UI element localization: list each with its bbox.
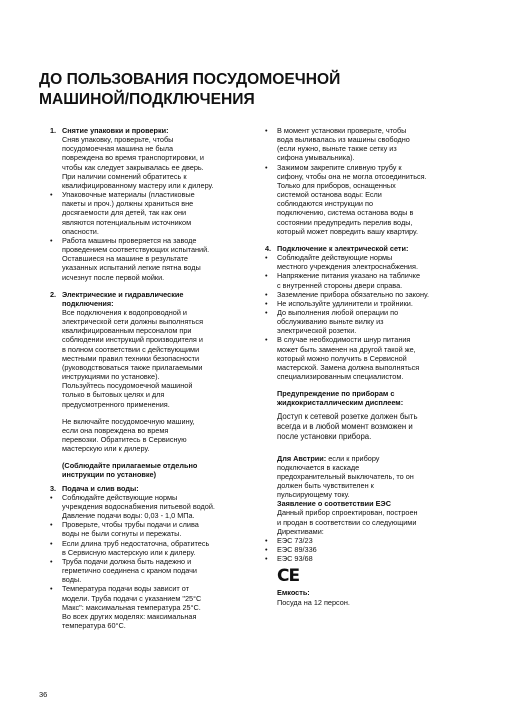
- heading-line: Электрические и гидравлические: [62, 289, 184, 299]
- bullet-icon: •: [50, 520, 53, 530]
- bullet-text: [277, 554, 313, 563]
- text-line: пульсирующему току.: [277, 490, 350, 500]
- text-line: При наличии сомнений обратитесь к: [62, 171, 187, 181]
- bullet-icon: •: [50, 190, 53, 200]
- section-heading-text: Снятие упаковки и проверки:: [62, 126, 169, 135]
- text-line: Соблюдайте действующие нормы: [277, 253, 393, 263]
- section-2-body: [50, 308, 250, 409]
- text-line: инструкциями по установке).: [62, 372, 160, 382]
- bullet-text: [277, 536, 313, 545]
- austria-note: [265, 454, 475, 500]
- text-line: должен быть чувствителен к: [277, 481, 374, 490]
- section-number: 1.: [50, 126, 57, 135]
- spacer: [265, 236, 475, 244]
- text-line: Труба подачи должна быть надежно и: [62, 556, 192, 566]
- bullet-text: [277, 308, 398, 335]
- text-line: Оставшиеся на машине в результате: [62, 254, 188, 264]
- bullet-icon: •: [50, 538, 53, 548]
- text-line: Зажимом закрепите сливную трубу к: [277, 162, 402, 172]
- ce-mark-logo: CE: [277, 566, 300, 587]
- bullet-text: [62, 557, 197, 584]
- austria-first: если к прибору: [326, 453, 380, 463]
- text-line: Соблюдайте действующие нормы: [62, 492, 178, 502]
- text-line: квалифицированным персоналом при: [62, 326, 192, 336]
- text-line: сифону, чтобы она не могла отсоединиться.: [277, 171, 427, 181]
- text-line: вода выливалась из машины свободно: [277, 135, 410, 145]
- text-line: чтобы как следует закрывалась ее дверь.: [62, 162, 204, 172]
- drain-bullet-list: [265, 126, 475, 236]
- text-line: температура 60°С.: [62, 620, 126, 630]
- text-line: Во всех других моделях: максимальная: [62, 611, 197, 621]
- bullet-icon: •: [265, 271, 268, 281]
- section-3-bullet: [50, 520, 250, 538]
- text-line: Не используйте удлинители и тройники.: [277, 298, 413, 308]
- text-line: после установки прибора.: [277, 431, 372, 441]
- bullet-text: [62, 493, 215, 520]
- text-line: Директивами:: [277, 526, 324, 536]
- text-line: Пользуйтесь посудомоечной машиной: [62, 381, 193, 391]
- text-line: Температура подачи воды зависит от: [62, 584, 190, 594]
- lcd-warning-heading: [265, 389, 475, 407]
- text-line: В случае необходимости шнур питания: [277, 335, 411, 345]
- bullet-text: [62, 190, 195, 236]
- text-line: проведением соответствующих испытаний.: [62, 245, 210, 255]
- bullet-icon: •: [265, 253, 268, 263]
- bullet-icon: •: [265, 298, 268, 308]
- section-3-bullet: [50, 584, 250, 630]
- text-line: посудомоечная машина не была: [62, 144, 174, 154]
- right-column: [265, 126, 475, 607]
- text-line: Упаковочные материалы (пластиковые: [62, 190, 195, 200]
- section-heading-text: [62, 290, 183, 308]
- text-line: Давление подачи воды: 0,03 - 1,0 МПа.: [62, 511, 195, 521]
- section-heading-text: Подача и слив воды:: [62, 483, 139, 493]
- text-line: модели. Труба подачи с указанием "25°С: [62, 593, 202, 603]
- bullet-text: [62, 236, 209, 282]
- text-line: предохранительный выключатель, то он: [277, 471, 414, 481]
- text-line: который может повредить вашу квартиру.: [277, 226, 418, 236]
- section-4-bullet: [265, 253, 475, 271]
- section-4-bullet: [265, 290, 475, 299]
- text-line: в полном соответствии с действующими: [62, 344, 200, 354]
- text-line: квалифицированному мастеру или к дилеру.: [62, 180, 214, 190]
- text-line: [277, 454, 475, 463]
- text-line: опасности.: [62, 226, 99, 236]
- text-line: повреждена во время транспортировки, и: [62, 153, 204, 163]
- bullet-text: [62, 539, 209, 557]
- text-line: электрической розетки.: [277, 326, 357, 336]
- text-line: подключается в каскаде: [277, 462, 360, 472]
- section-4-heading: [265, 244, 475, 253]
- text-line: Сняв упаковку, проверьте, чтобы: [62, 135, 174, 145]
- bullet-text: [62, 584, 201, 630]
- bullet-icon: •: [265, 535, 268, 545]
- text-line: может быть заменен на другой такой же,: [277, 344, 416, 354]
- bullet-text: [277, 335, 419, 381]
- text-line: ЕЭС 73/23: [277, 535, 313, 545]
- bullet-icon: •: [265, 126, 268, 135]
- text-line: соблюдаются инструкции по: [277, 199, 374, 209]
- bullet-icon: •: [265, 335, 268, 345]
- section-number: 2.: [50, 289, 57, 299]
- text-line: (руководствоваться также прилагаемыми: [62, 362, 203, 372]
- section-number: 3.: [50, 483, 57, 493]
- bullet-icon: •: [265, 289, 268, 299]
- text-line: перевозки. Обратитесь в Сервисную: [62, 435, 187, 444]
- installation-note: [50, 461, 250, 479]
- section-4-bullet: [265, 308, 475, 335]
- bullet-text: [277, 126, 410, 163]
- bullet-icon: •: [50, 584, 53, 594]
- bullet-icon: •: [50, 235, 53, 245]
- bullet-icon: •: [50, 556, 53, 566]
- text-line: В момент установки проверьте, чтобы: [277, 126, 407, 135]
- austria-label: Для Австрии:: [277, 453, 327, 463]
- page-title: [39, 70, 479, 109]
- text-line: жидкокристаллическим дисплеем:: [277, 398, 404, 408]
- section-1-bullet: [50, 236, 250, 282]
- section-4-bullet-list: [265, 253, 475, 381]
- text-line: Только для приборов, оснащенных: [277, 180, 396, 190]
- text-line: если она повреждена во время: [62, 425, 169, 435]
- text-line: Данный прибор спроектирован, построен: [277, 508, 418, 518]
- bullet-icon: •: [265, 307, 268, 317]
- heading-line: подключения:: [62, 298, 114, 308]
- section-4-bullet: [265, 271, 475, 289]
- spacer: [50, 453, 250, 461]
- text-line: (если нужно, выньте также сетку из: [277, 144, 397, 154]
- bullet-icon: •: [265, 545, 268, 555]
- title-line: ДО ПОЛЬЗОВАНИЯ ПОСУДОМОЕЧНОЙ: [39, 71, 341, 88]
- title-line: МАШИНОЙ/ПОДКЛЮЧЕНИЯ: [39, 90, 255, 108]
- text-line: Макс": максимальная температура 25°С.: [62, 602, 201, 612]
- bullet-text: [277, 290, 429, 299]
- section-3-bullet: [50, 493, 250, 520]
- text-line: ЕЭС 93/68: [277, 554, 313, 564]
- bullet-text: [277, 253, 418, 271]
- capacity-value: Посуда на 12 персон.: [277, 597, 350, 607]
- text-line: исчезнут после первой мойки.: [62, 272, 165, 282]
- text-line: только в бытовых целях и для: [62, 390, 165, 400]
- directive-item: [265, 545, 475, 554]
- section-3-bullet: [50, 539, 250, 557]
- text-line: подключению, система останова воды в: [277, 208, 414, 218]
- spacer: [50, 282, 250, 290]
- text-line: Не включайте посудомоечную машину,: [62, 416, 195, 426]
- drain-bullet: [265, 126, 475, 163]
- text-line: обслуживанию выньте вилку из: [277, 317, 384, 327]
- bullet-text: [277, 545, 317, 554]
- text-line: воды.: [62, 575, 82, 585]
- text-line: местного учреждения электроснабжения.: [277, 262, 418, 272]
- section-heading-text: Подключение к электрической сети:: [277, 243, 409, 253]
- text-line: Доступ к сетевой розетке должен быть: [277, 411, 418, 421]
- text-line: электрической сети должны выполняться: [62, 317, 204, 327]
- text-line: с внутренней стороны двери справа.: [277, 280, 403, 290]
- text-line: (Соблюдайте прилагаемые отдельно: [62, 461, 198, 471]
- bullet-text: [277, 299, 413, 308]
- spacer: [265, 381, 475, 389]
- text-line: герметично соединена с краном подачи: [62, 566, 198, 576]
- section-1-intro: [50, 135, 250, 190]
- section-1-heading: [50, 126, 250, 135]
- text-line: учреждения водоснабжения питьевой водой.: [62, 501, 215, 511]
- eec-body: [265, 508, 475, 535]
- left-column: [50, 126, 250, 630]
- section-number: 4.: [265, 243, 272, 253]
- section-4-bullet: [265, 299, 475, 308]
- text-line: воды не были согнуты и пережаты.: [62, 529, 182, 539]
- directive-item-list: [265, 536, 475, 563]
- text-line: Предупреждение по приборам с: [277, 389, 395, 399]
- text-line: Напряжение питания указано на табличке: [277, 271, 421, 281]
- text-line: указанных испытаний легкие пятна воды: [62, 263, 201, 273]
- text-line: досягаемости для детей, так как они: [62, 208, 187, 218]
- text-line: До выполнения любой операции по: [277, 307, 399, 317]
- text-line: инструкции по установке): [62, 470, 157, 480]
- spacer: [50, 409, 250, 417]
- section-3-heading: [50, 484, 250, 493]
- text-line: Проверьте, чтобы трубы подачи и слива: [62, 520, 199, 530]
- directive-item: [265, 536, 475, 545]
- drain-bullet: [265, 163, 475, 236]
- text-line: Заземление прибора обязательно по закону.: [277, 289, 429, 299]
- section-1-bullet-list: [50, 190, 250, 282]
- directive-item: [265, 554, 475, 563]
- text-line: пакеты и проч.) должны храниться вне: [62, 199, 194, 209]
- eec-heading: Заявление о соответствии ЕЭС: [277, 499, 391, 509]
- text-line: Если длина труб недостаточна, обратитесь: [62, 538, 210, 548]
- text-line: сифона умывальника).: [277, 153, 355, 163]
- text-line: соблюдении инструкций производителя и: [62, 335, 203, 345]
- text-line: предусмотренного применения.: [62, 399, 170, 409]
- capacity-label: Емкость:: [277, 588, 310, 598]
- text-line: состоянии предупредить перелив воды,: [277, 217, 413, 227]
- bullet-icon: •: [265, 554, 268, 564]
- text-line: Все подключения к водопроводной и: [62, 307, 188, 317]
- bullet-text: [62, 520, 199, 538]
- bullet-icon: •: [265, 162, 268, 172]
- text-line: Работа машины проверяется на заводе: [62, 235, 197, 245]
- text-line: мастерской. Замена должна выполняться: [277, 362, 420, 372]
- text-line: местными правил техники безопасности: [62, 353, 200, 363]
- text-line: ЕЭС 89/336: [277, 545, 317, 555]
- text-line: мастерскую или к дилеру.: [62, 444, 150, 454]
- section-4-bullet: [265, 335, 475, 381]
- text-line: и продан в соответствии со следующими: [277, 517, 417, 527]
- section-2-warning: [50, 417, 250, 454]
- text-line: всегда и в любой момент возможен и: [277, 421, 413, 431]
- text-line: являются потенциальным источником: [62, 217, 192, 227]
- text-line: в Сервисную мастерскую или к дилеру.: [62, 547, 196, 557]
- lcd-warning-body: [265, 412, 475, 442]
- page-number: 36: [39, 690, 48, 699]
- text-line: специализированным специалистом.: [277, 372, 404, 382]
- bullet-icon: •: [50, 492, 53, 502]
- spacer: [265, 442, 475, 450]
- section-1-bullet: [50, 190, 250, 236]
- text-line: системой останова воды: Если: [277, 190, 382, 200]
- bullet-text: [277, 271, 420, 289]
- section-3-bullet-list: [50, 493, 250, 630]
- bullet-text: [277, 163, 427, 236]
- section-3-bullet: [50, 557, 250, 584]
- text-line: который можно получить в Сервисной: [277, 353, 407, 363]
- section-2-heading: [50, 290, 250, 308]
